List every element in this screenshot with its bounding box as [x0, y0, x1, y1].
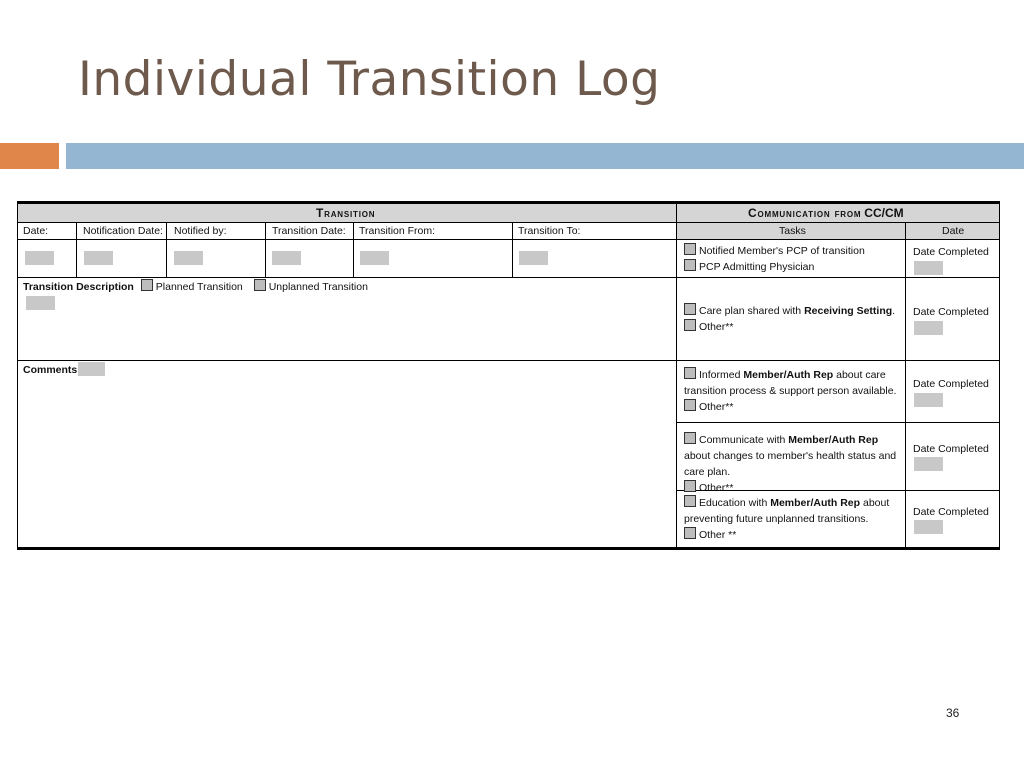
task-communicate-member: [684, 432, 902, 496]
notify-pcp-checkbox[interactable]: [684, 243, 696, 255]
task-text: about changes to member's health status and care plan.: [684, 450, 897, 478]
date-completed-label: Date Completed: [913, 506, 989, 518]
accent-bar-orange: [0, 143, 59, 169]
rule: [17, 222, 1000, 223]
rule: [17, 277, 1000, 278]
date-completed-label: Date Completed: [913, 306, 989, 318]
task-line: PCP Admitting Physician: [699, 261, 815, 273]
other-label: Other**: [699, 482, 734, 494]
planned-transition-label: Planned Transition: [155, 281, 243, 293]
col-header-tasks: Tasks: [779, 225, 806, 237]
rule: [999, 201, 1000, 550]
task-text-bold: Member/Auth Rep: [788, 434, 879, 446]
task-text-bold: Member/Auth Rep: [770, 497, 861, 509]
rule: [17, 201, 18, 550]
date-completed-label: Date Completed: [913, 246, 989, 258]
planned-transition-checkbox[interactable]: [141, 279, 153, 291]
other-checkbox[interactable]: [684, 527, 696, 539]
other-checkbox[interactable]: [684, 480, 696, 492]
task-text-bold: Member/Auth Rep: [743, 369, 834, 381]
date-completed-label: Date Completed: [913, 443, 989, 455]
col-header-transition-date: Transition Date:: [272, 225, 346, 237]
rule: [676, 422, 1000, 423]
task-text: about preventing future unplanned transitions.: [684, 497, 890, 525]
transition-description-label: Transition Description: [23, 281, 134, 293]
task-line: Notified Member's PCP of transition: [699, 245, 865, 257]
rule: [17, 239, 1000, 240]
education-member-checkbox[interactable]: [684, 495, 696, 507]
comments-field[interactable]: [78, 362, 105, 376]
accent-bar-blue: [66, 143, 1024, 169]
date-field[interactable]: [25, 251, 54, 265]
rule: [76, 222, 77, 277]
task-text: Informed: [699, 369, 744, 381]
section-header-ccm: CC/CM: [864, 206, 904, 220]
slide-title: Individual Transition Log: [78, 52, 661, 107]
section-header-communication-label: Communication from: [748, 206, 862, 220]
unplanned-transition-checkbox[interactable]: [254, 279, 266, 291]
notification-date-field[interactable]: [84, 251, 113, 265]
rule: [905, 222, 906, 550]
other-label: Other**: [699, 401, 734, 413]
task-care-plan-shared: [684, 303, 902, 335]
rule: [353, 222, 354, 277]
col-header-task-date: Date: [942, 225, 965, 237]
care-plan-shared-checkbox[interactable]: [684, 303, 696, 315]
comments-label: Comments: [23, 364, 78, 376]
date-completed-field[interactable]: [914, 321, 943, 335]
task-education-member: [684, 495, 902, 543]
rule: [265, 222, 266, 277]
other-checkbox[interactable]: [684, 399, 696, 411]
transition-to-field[interactable]: [519, 251, 548, 265]
notified-by-field[interactable]: [174, 251, 203, 265]
task-text: Education with: [699, 497, 771, 509]
col-header-notified-by: Notified by:: [174, 225, 227, 237]
unplanned-transition-label: Unplanned Transition: [268, 281, 368, 293]
rule: [512, 222, 513, 277]
pcp-admitting-checkbox[interactable]: [684, 259, 696, 271]
page-number: 36: [946, 706, 960, 720]
task-informed-member: [684, 367, 902, 415]
other-label: Other **: [699, 529, 737, 541]
transition-log-form: [17, 201, 1000, 551]
informed-member-checkbox[interactable]: [684, 367, 696, 379]
task-text: Communicate with: [699, 434, 789, 446]
date-completed-field[interactable]: [914, 393, 943, 407]
rule: [17, 547, 1000, 550]
transition-date-field[interactable]: [272, 251, 301, 265]
col-header-transition-from: Transition From:: [359, 225, 436, 237]
rule: [166, 222, 167, 277]
date-completed-field[interactable]: [914, 457, 943, 471]
col-header-notification-date: Notification Date:: [83, 225, 163, 237]
communicate-member-checkbox[interactable]: [684, 432, 696, 444]
rule: [676, 201, 677, 550]
other-checkbox[interactable]: [684, 319, 696, 331]
task-text: .: [892, 305, 896, 317]
rule: [17, 201, 1000, 204]
col-header-transition-to: Transition To:: [518, 225, 581, 237]
other-label: Other**: [699, 321, 734, 333]
transition-description-row: [23, 279, 368, 295]
section-header-communication: [748, 205, 904, 222]
date-completed-field[interactable]: [914, 261, 943, 275]
transition-description-field[interactable]: [26, 296, 55, 310]
section-header-transition: Transition: [316, 206, 376, 220]
rule: [17, 360, 1000, 361]
task-notify-pcp: [684, 243, 902, 275]
transition-from-field[interactable]: [360, 251, 389, 265]
task-text-bold: Receiving Setting: [804, 305, 893, 317]
task-text: about care transition process & support person available.: [684, 369, 897, 397]
col-header-date: Date:: [23, 225, 49, 237]
task-text: Care plan shared with: [699, 305, 805, 317]
date-completed-field[interactable]: [914, 520, 943, 534]
date-completed-label: Date Completed: [913, 378, 989, 390]
